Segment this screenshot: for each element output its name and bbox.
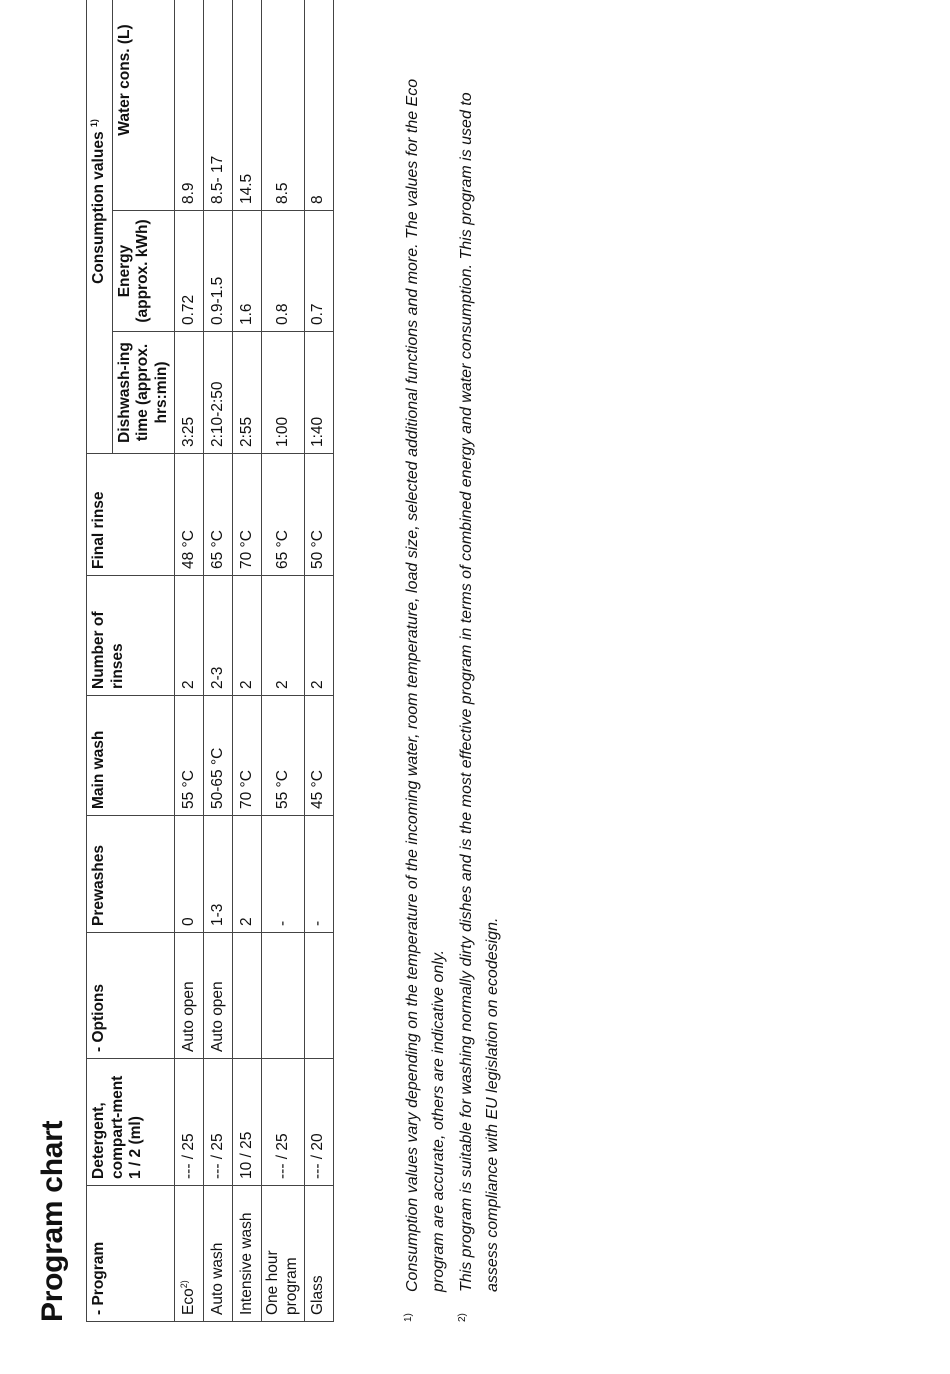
cell-rinses: 2	[304, 576, 333, 696]
page-title: Program chart	[36, 1120, 69, 1322]
header-water: Water cons. (L)	[112, 0, 175, 211]
cell-rinses: 2-3	[204, 576, 233, 696]
footnote-1-text: Consumption values vary depending on the temperature of the incoming water, room temperature, load size, selected additional functions and more. The values for the Eco program are accurate, others are indicative only.	[404, 78, 447, 1292]
program-name: Eco	[180, 1288, 198, 1315]
cell-prewashes: 1-3	[204, 816, 233, 933]
cell-main-wash: 50-65 °C	[204, 696, 233, 816]
cell-time: 2:55	[233, 332, 262, 454]
table-row	[262, 0, 304, 1322]
header-detergent: Detergent, compart-ment 1 / 2 (ml)	[87, 1059, 175, 1186]
header-program: - Program	[87, 1186, 175, 1322]
cell-detergent: --- / 25	[175, 1059, 204, 1186]
header-consumption-values	[87, 0, 113, 454]
cell-program: One hour program	[262, 1186, 304, 1322]
footnote-ref-2: 2)	[178, 1280, 189, 1289]
cell-time: 3:25	[175, 332, 204, 454]
cell-time: 1:40	[304, 332, 333, 454]
cell-rinses: 2	[262, 576, 304, 696]
program-chart-table	[86, 0, 334, 1322]
cell-options	[233, 933, 262, 1059]
cell-energy: 0.9-1.5	[204, 211, 233, 332]
header-consumption-label: Consumption values	[90, 131, 107, 284]
cell-time: 1:00	[262, 332, 304, 454]
cell-rinses: 2	[175, 576, 204, 696]
cell-water: 8.9	[175, 0, 204, 211]
cell-options	[262, 933, 304, 1059]
cell-main-wash: 55 °C	[175, 696, 204, 816]
footnote-1	[400, 42, 452, 1322]
cell-options: Auto open	[175, 933, 204, 1059]
cell-program	[175, 1186, 204, 1322]
cell-final-rinse: 65 °C	[262, 454, 304, 576]
cell-prewashes: 2	[233, 816, 262, 933]
header-options: - Options	[87, 933, 175, 1059]
cell-rinses: 2	[233, 576, 262, 696]
cell-options: Auto open	[204, 933, 233, 1059]
table-row	[204, 0, 233, 1322]
cell-water: 8.5- 17	[204, 0, 233, 211]
cell-prewashes: -	[262, 816, 304, 933]
footnotes	[400, 42, 508, 1322]
header-row-1	[87, 0, 113, 1322]
cell-water: 8.5	[262, 0, 304, 211]
cell-detergent: --- / 25	[262, 1059, 304, 1186]
cell-energy: 0.72	[175, 211, 204, 332]
header-rinses: Number of rinses	[87, 576, 175, 696]
header-prewashes: Prewashes	[87, 816, 175, 933]
cell-final-rinse: 50 °C	[304, 454, 333, 576]
cell-energy: 0.8	[262, 211, 304, 332]
footnote-ref-1: 1)	[88, 119, 99, 128]
cell-prewashes: 0	[175, 816, 204, 933]
table-row	[304, 0, 333, 1322]
footnote-1-mark: 1)	[403, 1313, 414, 1322]
footnote-2-mark: 2)	[457, 1313, 468, 1322]
table-row	[175, 0, 204, 1322]
cell-detergent: --- / 20	[304, 1059, 333, 1186]
cell-options	[304, 933, 333, 1059]
header-main-wash: Main wash	[87, 696, 175, 816]
cell-energy: 1.6	[233, 211, 262, 332]
table-row	[233, 0, 262, 1322]
cell-main-wash: 55 °C	[262, 696, 304, 816]
cell-program: Intensive wash	[233, 1186, 262, 1322]
cell-program: Auto wash	[204, 1186, 233, 1322]
header-energy: Energy (approx. kWh)	[112, 211, 175, 332]
cell-final-rinse: 70 °C	[233, 454, 262, 576]
cell-water: 8	[304, 0, 333, 211]
cell-main-wash: 70 °C	[233, 696, 262, 816]
cell-main-wash: 45 °C	[304, 696, 333, 816]
cell-program: Glass	[304, 1186, 333, 1322]
footnote-2-text: This program is suitable for washing normally dirty dishes and is the most effective program in terms of combined energy and water consumption. This program is used to assess compliance with EU legislation on ecodesign.	[458, 92, 501, 1292]
cell-final-rinse: 65 °C	[204, 454, 233, 576]
footnote-2	[454, 42, 506, 1322]
header-final-rinse: Final rinse	[87, 454, 175, 576]
cell-energy: 0.7	[304, 211, 333, 332]
cell-detergent: 10 / 25	[233, 1059, 262, 1186]
cell-detergent: --- / 25	[204, 1059, 233, 1186]
header-dishwashing-time: Dishwash-ing time (approx. hrs:min)	[112, 332, 175, 454]
cell-prewashes: -	[304, 816, 333, 933]
cell-water: 14.5	[233, 0, 262, 211]
cell-time: 2:10-2:50	[204, 332, 233, 454]
cell-final-rinse: 48 °C	[175, 454, 204, 576]
